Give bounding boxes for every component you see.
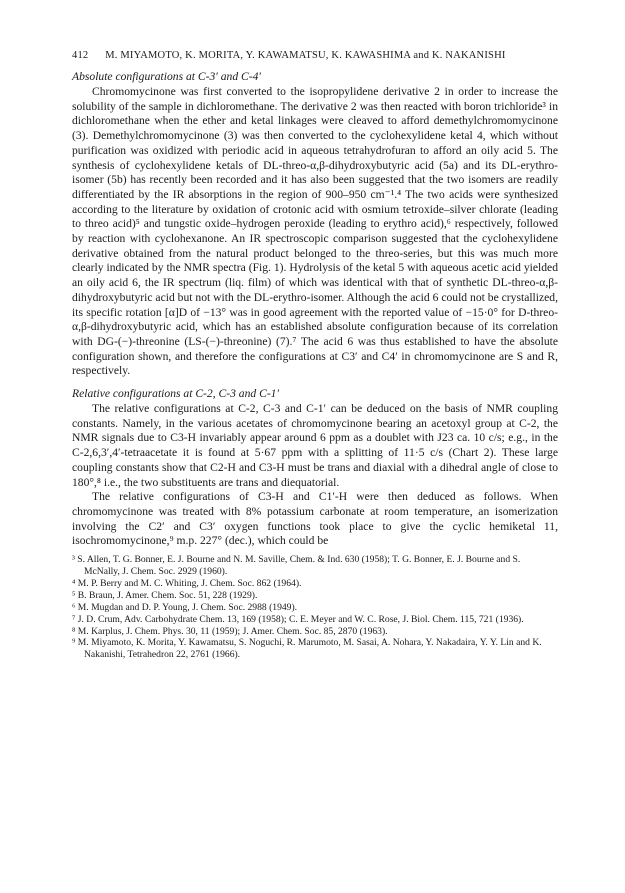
body-paragraph: The relative configurations at C-2, C-3 and C-1′ can be deduced on the basis of NMR coupling constants. Namely, in the various acetates of chromomycinone bearing an acetoxyl group at C-2, the NMR signals due to C3-H invariably appear around 6 ppm as a doublet with J23 ca. 10 c/s; e.g., in the C-2,6,3′,4′-tetraacetate it is found at 5·67 ppm with a splitting of 11·5 c/s (Chart 2). These large coupling constants show that C2-H and C3-H must be trans and diaxial with a dihedral angle of close to 180°,⁸ i.e., the two substituents are trans and diequatorial. — [72, 402, 558, 489]
footnote: ⁷ J. D. Crum, Adv. Carbohydrate Chem. 13, 169 (1958); C. E. Meyer and W. C. Rose, J. Biol. Chem. 115, 721 (1936). — [72, 613, 524, 625]
footnote: ⁸ M. Karplus, J. Chem. Phys. 30, 11 (1959); J. Amer. Chem. Soc. 85, 2870 (1963). — [72, 625, 388, 637]
body-paragraph: The relative configurations of C3-H and C1′-H were then deduced as follows. When chromomycinone was treated with 8% potassium carbonate at room temperature, an isomerization involving the C2′ and C3′ oxygen functions took place to give the cyclic hemiketal 11, isochromomycinone,⁹ m.p. 227° (dec.), which could be — [72, 490, 558, 548]
author-line: M. MIYAMOTO, K. MORITA, Y. KAWAMATSU, K. KAWASHIMA and K. NAKANISHI — [105, 50, 506, 61]
section-heading-absolute-configurations: Absolute configurations at C-3′ and C-4′ — [72, 70, 261, 83]
journal-page — [72, 50, 558, 661]
section-heading-relative-configurations: Relative configurations at C-2, C-3 and C-1′ — [72, 387, 280, 401]
running-header — [72, 50, 558, 61]
footnote: ³ S. Allen, T. G. Bonner, E. J. Bourne and N. M. Saville, Chem. & Ind. 630 (1958); T. G. Bonner, E. J. Bourne and S. McNally, J. Chem. Soc. 2929 (1960). — [72, 554, 521, 577]
footnote: ⁴ M. P. Berry and M. C. Whiting, J. Chem. Soc. 862 (1964). — [72, 577, 302, 589]
footnotes — [72, 554, 558, 661]
footnote: ⁵ B. Braun, J. Amer. Chem. Soc. 51, 228 (1929). — [72, 589, 258, 601]
footnote: ⁶ M. Mugdan and D. P. Young, J. Chem. Soc. 2988 (1949). — [72, 601, 298, 613]
footnote: ⁹ M. Miyamoto, K. Morita, Y. Kawamatsu, S. Noguchi, R. Marumoto, M. Sasai, A. Nohara, Y. Nakadaira, Y. Y. Lin and K. Nakanishi, Tetrahedron 22, 2761 (1966). — [72, 637, 542, 661]
body-paragraph: Chromomycinone was first converted to the isopropylidene derivative 2 in order to increase the solubility of the sample in dichloromethane. The derivative 2 was then reacted with boron trichloride³ in dichloromethane when the ether and ketal linkages were cleaved to afford demethylchromomycinone (3). Demethylchromomycinone (3) was then converted to the cyclohexylidene ketal 4, which without purification was oxidized with periodic acid in aqueous tetrahydrofuran to afford an oily acid 5. The synthesis of cyclohexylidene ketals of DL-threo-α,β-dihydroxybutyric acid (5a) and its DL-erythro-isomer (5b) has recently been recorded and it has also been suggested that the two isomers are readily differentiated by the IR absorptions in the region of 900–950 cm⁻¹.⁴ The two acids were synthesized according to the literature by oxidation of crotonic acid with osmium tetroxide–silver chlorate (leading to threo acid)⁵ and tungstic oxide–hydrogen peroxide (leading to erythro acid),⁶ respectively, followed by reaction with cyclohexanone. An IR spectroscopic comparison suggested that the cyclohexylidene derivative obtained from the natural product belonged to the threo-series, but this was much more clearly indicated by the NMR spectra (Fig. 1). Hydrolysis of the ketal 5 with aqueous acetic acid yielded an oily acid 6, the IR spectrum (liq. film) of which was identical with that of synthetic DL-threo-α,β-dihydroxybutyric acid but not with the DL-erythro-isomer. Although the acid 6 could not be crystallized, its specific rotation [α]D of −13° was in good agreement with the reported value of −15·0° for D-threo-α,β-dihydroxybutyric acid, which has an established absolute configuration because of its correlation with DG-(−)-threonine (LS-(−)-threonine) (7).⁷ The acid 6 was thus established to have the absolute configuration shown, and therefore the configurations at C3′ and C4′ in chromomycinone are S and R, respectively. — [72, 85, 558, 378]
page-number: 412 — [72, 50, 89, 61]
